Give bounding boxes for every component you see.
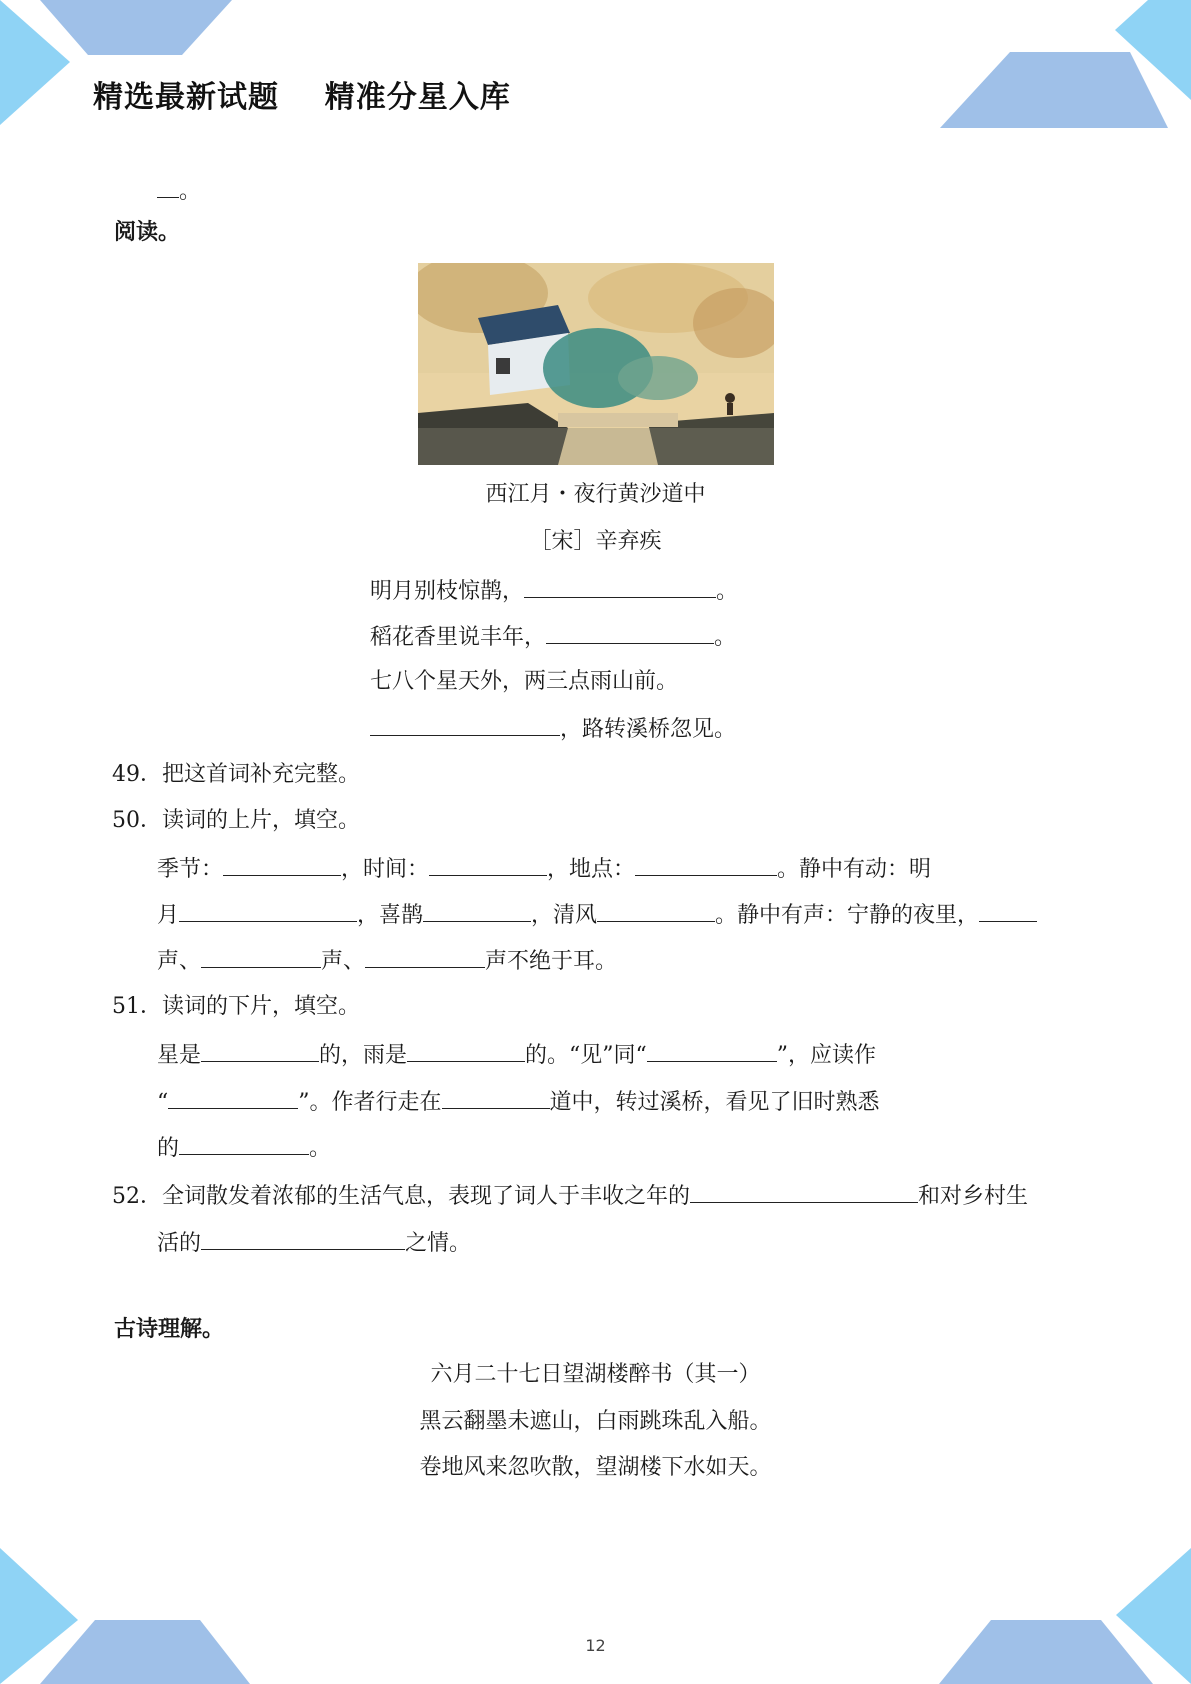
poem-author: ［宋］辛弃疾: [529, 529, 662, 554]
question-51-line: 星是 的，雨是 的。“见”同“ ”，应读作: [157, 1039, 876, 1071]
answer-blank[interactable]: [979, 899, 1037, 922]
corner-decoration-bottom-left: [0, 1540, 260, 1684]
question-49: 49．把这首词补充完整。: [112, 762, 361, 787]
poem-line: 明月别枝惊鹊， 。: [370, 575, 738, 607]
answer-blank[interactable]: [546, 621, 714, 644]
answer-blank[interactable]: [442, 1086, 550, 1109]
poem-line: 稻花香里说丰年， 。: [370, 621, 736, 653]
answer-blank[interactable]: [201, 1039, 319, 1062]
answer-blank[interactable]: [365, 945, 485, 968]
poem-line: 卷地风来忽吹散，望湖楼下水如天。: [419, 1455, 772, 1480]
answer-blank[interactable]: [179, 1132, 309, 1155]
corner-decoration-top-right: [930, 0, 1191, 130]
poem-title: 西江月・夜行黄沙道中: [485, 482, 706, 507]
poem-line: 七八个星天外，两三点雨山前。: [370, 669, 679, 694]
corner-decoration-bottom-right: [931, 1540, 1191, 1684]
previous-question-fragment: 。: [157, 175, 201, 207]
answer-blank[interactable]: [157, 175, 179, 198]
answer-blank[interactable]: [179, 899, 357, 922]
answer-blank[interactable]: [423, 899, 531, 922]
answer-blank[interactable]: [429, 853, 547, 876]
section-title-poetry: 古诗理解。: [114, 1317, 225, 1342]
answer-blank[interactable]: [201, 945, 321, 968]
poem-line: ，路转溪桥忽见。: [370, 713, 736, 745]
answer-blank[interactable]: [524, 575, 716, 598]
answer-blank[interactable]: [370, 713, 560, 736]
question-52-line: 活的 之情。: [157, 1227, 471, 1259]
question-50-line: 季节： ，时间： ，地点： 。静中有动：明: [157, 853, 931, 885]
answer-blank[interactable]: [690, 1180, 918, 1203]
answer-blank[interactable]: [635, 853, 777, 876]
question-50-line: 声、 声、 声不绝于耳。: [157, 945, 617, 977]
landscape-painting-image: [418, 263, 774, 465]
question-50-line: 月 ，喜鹊 ，清风 。静中有声：宁静的夜里，: [157, 899, 1037, 931]
answer-blank[interactable]: [647, 1039, 777, 1062]
answer-blank[interactable]: [407, 1039, 525, 1062]
question-50: 50．读词的上片，填空。: [112, 808, 361, 833]
question-51-line: 的 。: [157, 1132, 331, 1164]
answer-blank[interactable]: [168, 1086, 298, 1109]
answer-blank[interactable]: [201, 1227, 405, 1250]
poem-line: 黑云翻墨未遮山，白雨跳珠乱入船。: [419, 1409, 772, 1434]
question-51: 51．读词的下片，填空。: [112, 994, 361, 1019]
section-title-reading: 阅读。: [114, 220, 181, 245]
question-51-line: “ ”。作者行走在 道中，转过溪桥，看见了旧时熟悉: [157, 1086, 880, 1118]
question-52: 52．全词散发着浓郁的生活气息，表现了词人于丰收之年的 和对乡村生: [112, 1180, 1028, 1212]
header-title: 精选最新试题 精准分星入库: [93, 80, 511, 115]
poem-title: 六月二十七日望湖楼醉书（其一）: [430, 1362, 761, 1387]
answer-blank[interactable]: [223, 853, 341, 876]
page-number: 12: [585, 1636, 606, 1655]
answer-blank[interactable]: [597, 899, 715, 922]
